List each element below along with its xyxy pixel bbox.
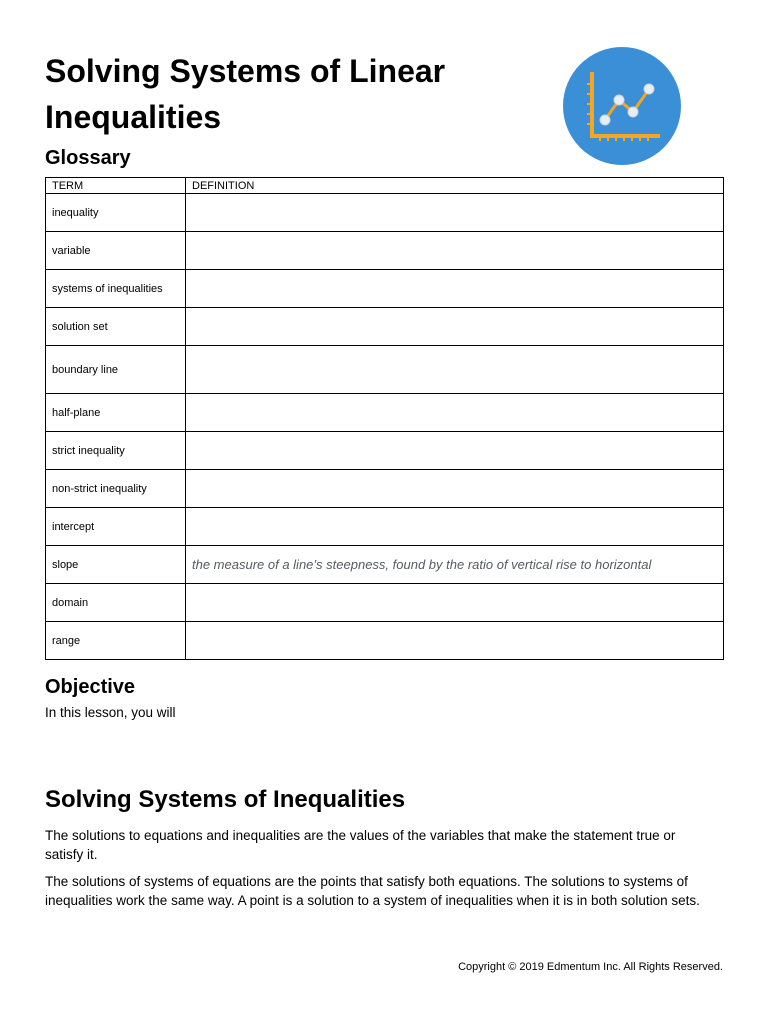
table-row xyxy=(46,584,724,622)
definition-cell[interactable] xyxy=(186,584,724,622)
definition-cell[interactable] xyxy=(186,308,724,346)
term-cell: solution set xyxy=(46,308,186,346)
objective-heading: Objective xyxy=(45,676,136,698)
solving-heading: Solving Systems of Inequalities xyxy=(45,786,406,813)
table-row xyxy=(46,470,724,508)
copyright-notice: Copyright © 2019 Edmentum Inc. All Rights Reserved. xyxy=(458,961,723,973)
definition-cell[interactable] xyxy=(186,622,724,660)
definition-cell[interactable] xyxy=(186,270,724,308)
table-row xyxy=(46,508,724,546)
definition-cell[interactable] xyxy=(186,432,724,470)
term-cell: non-strict inequality xyxy=(46,470,186,508)
term-cell: boundary line xyxy=(46,346,186,394)
table-row xyxy=(46,394,724,432)
objective-text: In this lesson, you will xyxy=(45,705,176,720)
paragraph-2: The solutions of systems of equations are the points that satisfy both equations. The solutions to systems of inequalities work the same way. A point is a solution to a system of inequalities when it is in both solution sets. xyxy=(45,874,700,908)
page-title: Solving Systems of Linear Inequalities xyxy=(45,53,446,135)
definition-cell[interactable]: the measure of a line’s steepness, found by the ratio of vertical rise to horizontal xyxy=(186,546,724,584)
table-row xyxy=(46,232,724,270)
table-row xyxy=(46,308,724,346)
table-row xyxy=(46,194,724,232)
definition-cell[interactable] xyxy=(186,394,724,432)
table-row xyxy=(46,546,724,584)
definition-column-header: DEFINITION xyxy=(186,178,724,194)
term-cell: strict inequality xyxy=(46,432,186,470)
table-row xyxy=(46,270,724,308)
term-cell: slope xyxy=(46,546,186,584)
term-cell: domain xyxy=(46,584,186,622)
table-row xyxy=(46,622,724,660)
line-graph-icon xyxy=(562,46,682,166)
term-cell: variable xyxy=(46,232,186,270)
glossary-heading: Glossary xyxy=(45,147,131,169)
table-header-row xyxy=(46,178,724,194)
term-cell: inequality xyxy=(46,194,186,232)
table-row xyxy=(46,432,724,470)
paragraph-1: The solutions to equations and inequalities are the values of the variables that make the statement true or satisfy it. xyxy=(45,828,676,862)
definition-cell[interactable] xyxy=(186,346,724,394)
definition-cell[interactable] xyxy=(186,194,724,232)
term-cell: systems of inequalities xyxy=(46,270,186,308)
definition-cell[interactable] xyxy=(186,508,724,546)
glossary-table xyxy=(45,177,724,660)
term-cell: intercept xyxy=(46,508,186,546)
table-row xyxy=(46,346,724,394)
definition-cell[interactable] xyxy=(186,232,724,270)
term-column-header: TERM xyxy=(46,178,186,194)
term-cell: half-plane xyxy=(46,394,186,432)
definition-cell[interactable] xyxy=(186,470,724,508)
term-cell: range xyxy=(46,622,186,660)
